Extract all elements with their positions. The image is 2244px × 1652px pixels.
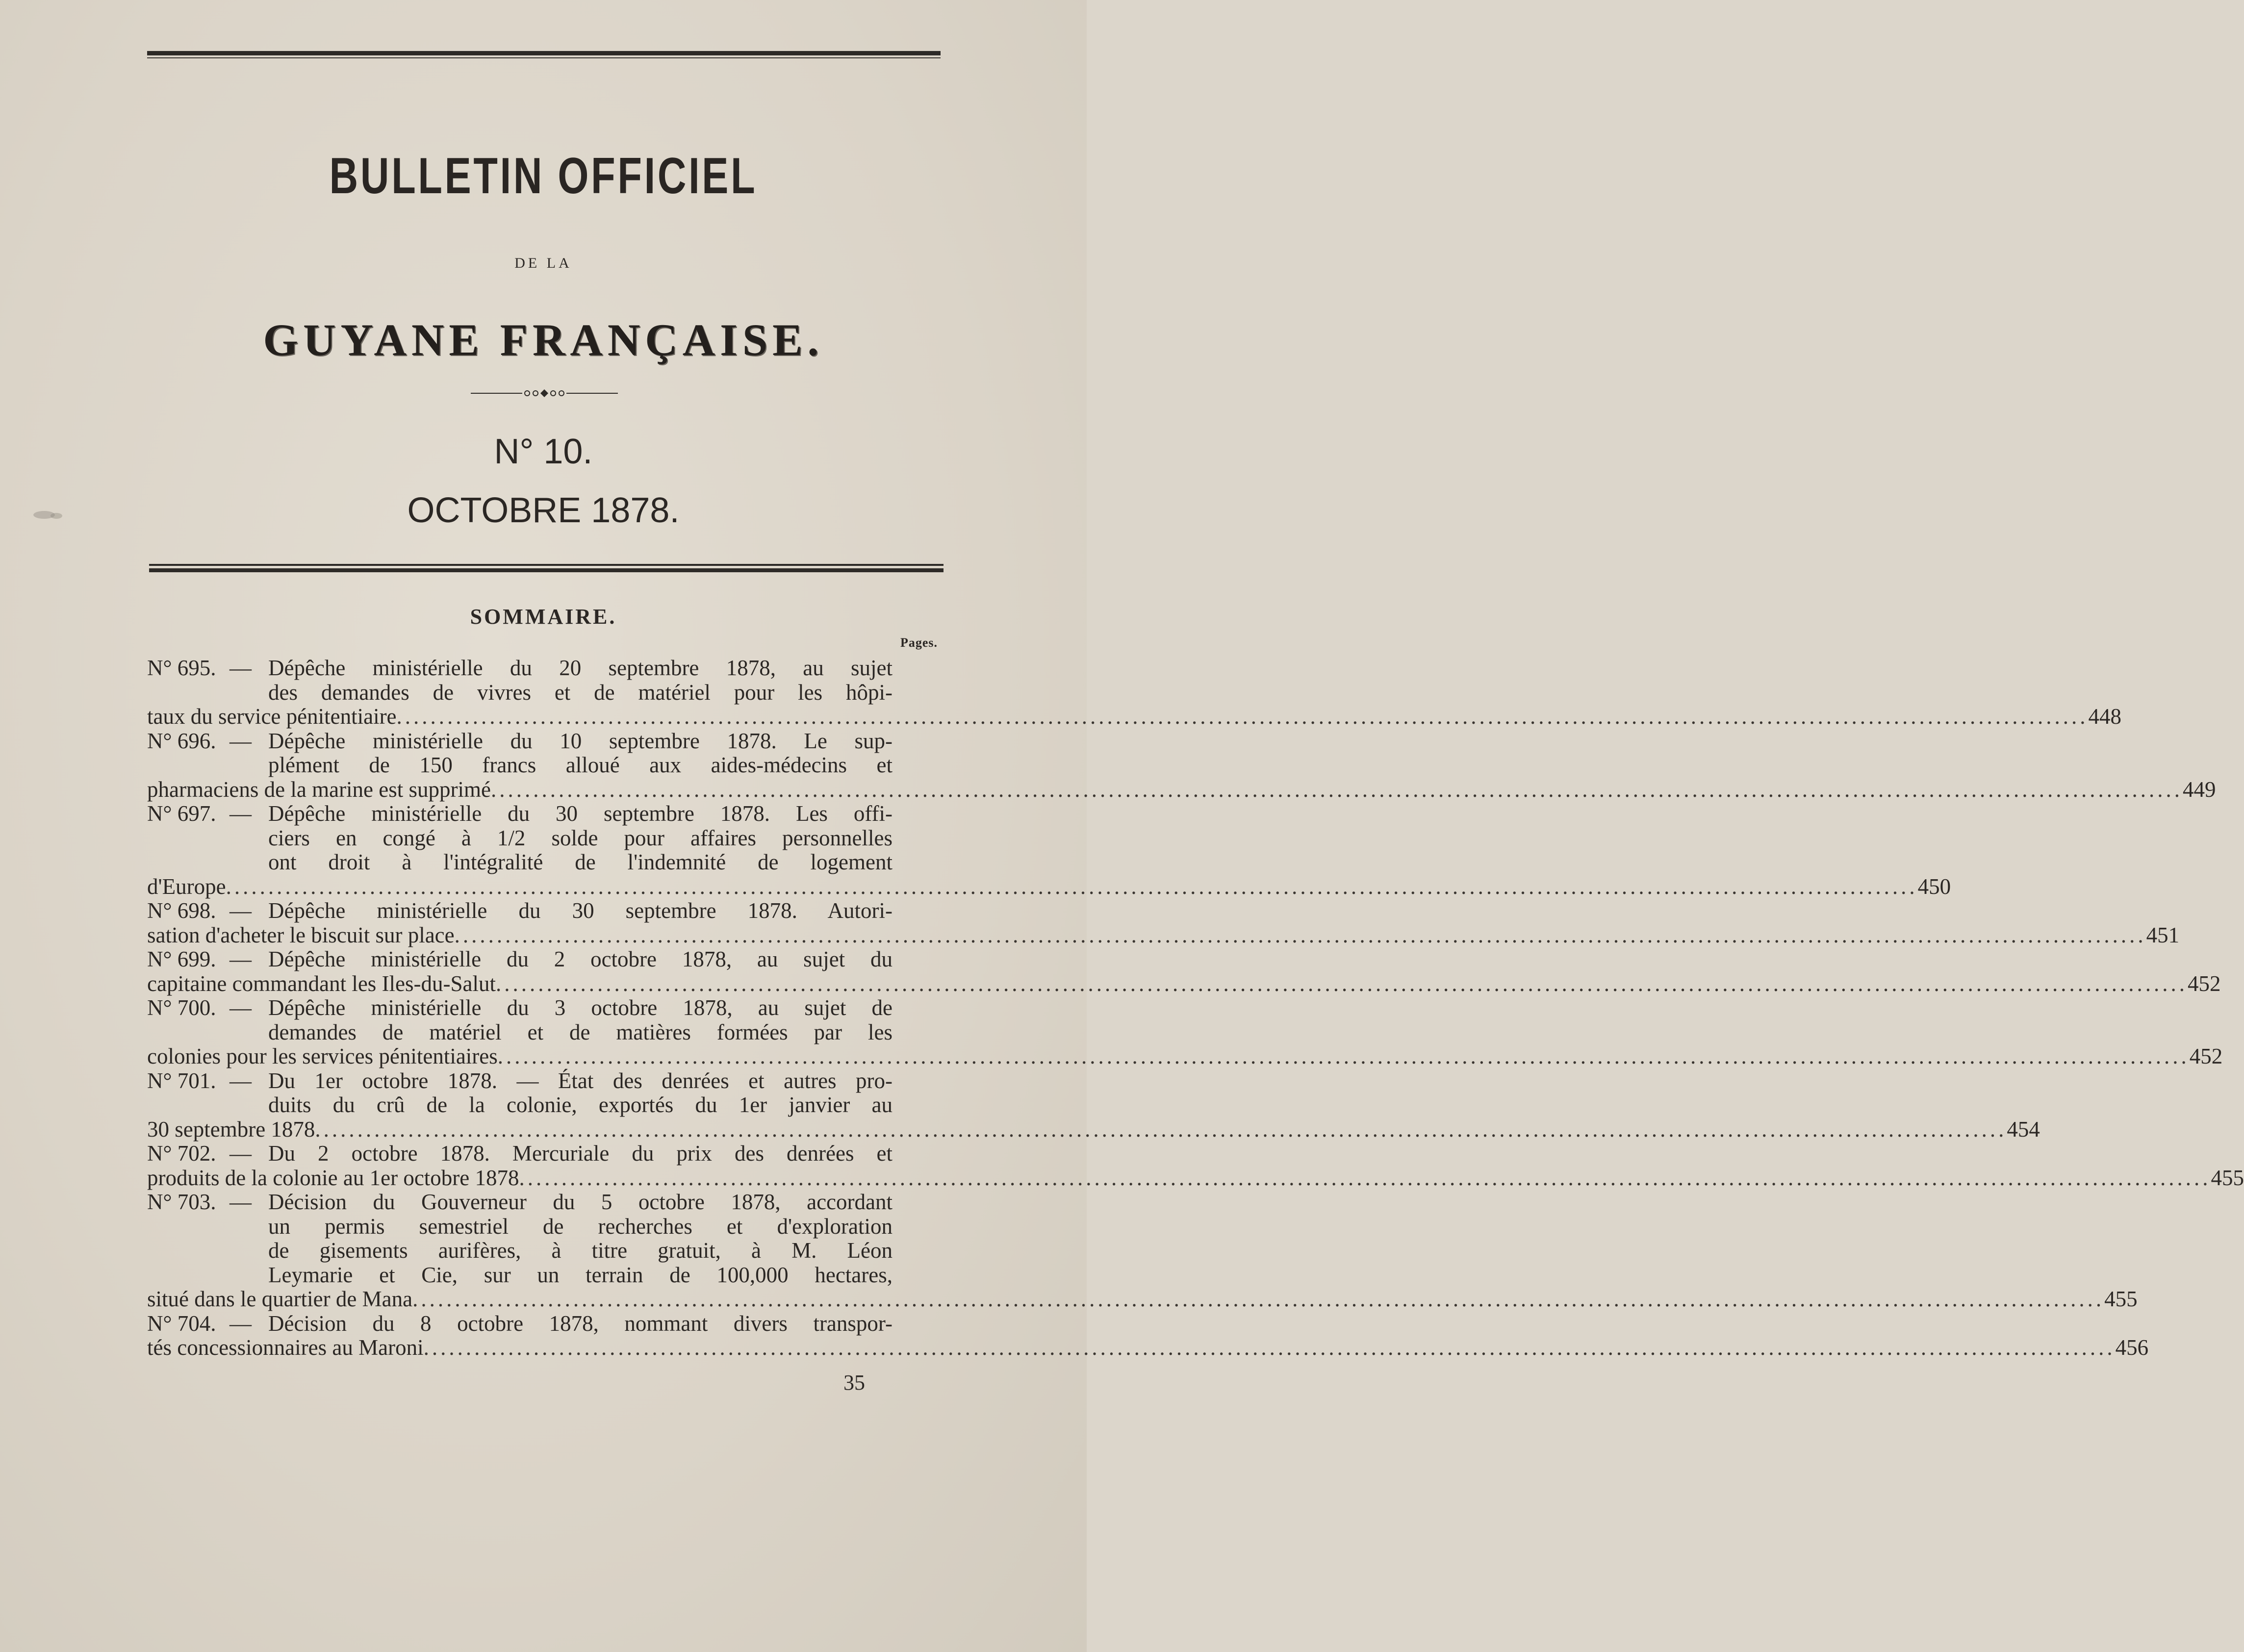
sommaire-entry: [147, 1311, 2149, 1360]
entry-number: N° 701.: [147, 1068, 216, 1093]
entry-text: colonies pour les services pénitentiaires: [147, 1044, 498, 1068]
bulletin-title: BULLETIN OFFICIEL: [329, 148, 758, 204]
entry-text: Du 1er octobre 1878. — État des denrées et autres pro-: [268, 1068, 892, 1093]
entry-number: N° 703.: [147, 1190, 216, 1214]
entry-page: 452: [2189, 1044, 2223, 1068]
entry-text: Du 2 octobre 1878. Mercuriale du prix des denrées et: [268, 1141, 892, 1166]
colony-title: GUYANE FRANÇAISE.: [263, 315, 824, 365]
entry-text: situé dans le quartier de Mana: [147, 1287, 413, 1311]
entry-text: pharmaciens de la marine est supprimé: [147, 777, 491, 802]
entry-number: N° 696.: [147, 728, 216, 753]
middle-rule-thin: [149, 564, 944, 566]
entry-page: 455: [2104, 1287, 2138, 1311]
leader-dots: ........................................................................................................................................................................................................: [491, 777, 2183, 802]
middle-rule-thick: [149, 568, 944, 572]
entry-line: [147, 1117, 2040, 1142]
entry-dash: —: [230, 947, 252, 971]
middle-rule: [149, 564, 944, 574]
entry-line: [147, 704, 2122, 729]
entry-text: Dépêche ministérielle du 20 septembre 1878, au sujet: [268, 656, 892, 680]
entry-line: [147, 1142, 951, 1166]
sommaire-heading: SOMMAIRE.: [470, 605, 617, 629]
entry-dash: —: [230, 1190, 252, 1214]
entry-line: [147, 777, 2216, 802]
entry-line: [147, 899, 951, 923]
leader-dots: ........................................................................................................................................................................................................: [496, 971, 2188, 996]
leader-dots: ........................................................................................................................................................................................................: [454, 922, 2146, 947]
paper-mark-icon: [29, 505, 69, 525]
leader-dots: ........................................................................................................................................................................................................: [315, 1117, 2007, 1142]
top-rule-thin: [147, 57, 941, 58]
entry-line: [147, 681, 951, 705]
entry-text: ont droit à l'intégralité de l'indemnité de logement: [268, 850, 892, 874]
entry-number: N° 700.: [147, 995, 216, 1020]
entry-text: plément de 150 francs alloué aux aides-médecins et: [268, 753, 892, 777]
entry-line: [147, 1263, 951, 1288]
entry-number: N° 704.: [147, 1311, 216, 1336]
entry-line: [147, 922, 2180, 948]
entry-line: [147, 753, 951, 778]
entry-line: [147, 1093, 951, 1118]
sommaire-entry: [147, 947, 2221, 996]
entry-line: [147, 1215, 951, 1239]
entry-line: [147, 1044, 2223, 1069]
entry-page: 451: [2146, 922, 2180, 947]
leader-dots: ........................................................................................................................................................................................................: [396, 704, 2089, 729]
entry-page: 455: [2211, 1165, 2244, 1190]
leader-dots: ........................................................................................................................................................................................................: [226, 874, 1918, 899]
entry-text: demandes de matériel et de matières formées par les: [268, 1019, 892, 1044]
entry-page: 450: [1917, 874, 1951, 899]
entry-page: 449: [2183, 777, 2216, 802]
pages-column-label: Pages.: [900, 635, 938, 650]
entry-dash: —: [230, 1141, 252, 1166]
entry-number: N° 699.: [147, 947, 216, 971]
sommaire-entry: [147, 1068, 2040, 1142]
entry-number: N° 698.: [147, 898, 216, 923]
sommaire-entry: [147, 728, 2216, 802]
entry-page: 448: [2088, 704, 2122, 729]
entry-text: sation d'acheter le biscuit sur place: [147, 922, 455, 947]
entry-text: Dépêche ministérielle du 10 septembre 1878. Le sup-: [268, 728, 892, 753]
entry-text: ciers en congé à 1/2 solde pour affaires personnelles: [268, 825, 892, 850]
entry-dash: —: [230, 801, 252, 826]
issue-date: OCTOBRE 1878.: [407, 491, 680, 530]
ornament-divider-icon: [471, 387, 618, 399]
leader-dots: ........................................................................................................................................................................................................: [519, 1165, 2211, 1190]
entry-text: Dépêche ministérielle du 3 octobre 1878, au sujet de: [268, 995, 892, 1020]
entry-text: un permis semestriel de recherches et d'exploration: [268, 1214, 892, 1239]
entry-line: [147, 802, 951, 826]
entry-text: Décision du Gouverneur du 5 octobre 1878, accordant: [268, 1190, 892, 1214]
entry-text: d'Europe: [147, 874, 226, 899]
entry-text: tés concessionnaires au Maroni: [147, 1335, 424, 1360]
entry-line: [147, 971, 2221, 996]
leader-dots: ........................................................................................................................................................................................................: [497, 1044, 2190, 1068]
entry-dash: —: [230, 728, 252, 753]
entry-number: N° 702.: [147, 1141, 216, 1166]
sommaire-entry: [147, 898, 2180, 947]
entry-line: [147, 947, 951, 972]
entry-text: Décision du 8 octobre 1878, nommant divers transpor-: [268, 1311, 892, 1336]
top-rule-thick: [147, 51, 941, 55]
de-la-label: DE LA: [514, 255, 572, 271]
entry-dash: —: [230, 656, 252, 680]
sommaire-entry: [147, 995, 2223, 1069]
issue-number: N° 10.: [494, 432, 593, 471]
entry-line: [147, 1239, 951, 1263]
entry-page: 456: [2115, 1335, 2149, 1360]
entry-line: [147, 850, 951, 875]
entry-line: [147, 656, 951, 681]
entry-text: capitaine commandant les Iles-du-Salut: [147, 971, 496, 996]
entry-text: Leymarie et Cie, sur un terrain de 100,000 hectares,: [268, 1262, 892, 1287]
entry-page: 454: [2007, 1117, 2040, 1142]
entry-line: [147, 1312, 951, 1336]
entry-line: [147, 1287, 2138, 1312]
entry-line: [147, 874, 1951, 899]
entry-line: [147, 826, 951, 851]
leader-dots: ........................................................................................................................................................................................................: [412, 1287, 2105, 1311]
entry-dash: —: [230, 995, 252, 1020]
entry-line: [147, 1190, 951, 1215]
entry-line: [147, 1335, 2149, 1360]
entry-text: 30 septembre 1878: [147, 1117, 315, 1142]
entry-text: Dépêche ministérielle du 30 septembre 1878. Les offi-: [268, 801, 892, 826]
entry-text: des demandes de vivres et de matériel pour les hôpi-: [268, 680, 892, 705]
leader-dots: ........................................................................................................................................................................................................: [423, 1335, 2116, 1360]
entry-text: Dépêche ministérielle du 2 octobre 1878, au sujet du: [268, 947, 892, 971]
entry-number: N° 695.: [147, 656, 216, 680]
sommaire-entry: [147, 1190, 2138, 1312]
entry-text: de gisements aurifères, à titre gratuit, à M. Léon: [268, 1238, 892, 1263]
sommaire-entry: [147, 801, 1951, 899]
sommaire-entry: [147, 656, 2122, 729]
sommaire-entry: [147, 1141, 2244, 1190]
entry-text: taux du service pénitentiaire: [147, 704, 397, 729]
page-folio: 35: [843, 1371, 865, 1395]
entry-line: [147, 996, 951, 1020]
entry-page: 452: [2188, 971, 2221, 996]
entry-line: [147, 1165, 2244, 1191]
entry-dash: —: [230, 1068, 252, 1093]
entry-number: N° 697.: [147, 801, 216, 826]
entry-dash: —: [230, 898, 252, 923]
top-rule: [147, 51, 941, 59]
entry-text: Dépêche ministérielle du 30 septembre 1878. Autori-: [268, 898, 892, 923]
entry-line: [147, 729, 951, 754]
entry-line: [147, 1069, 951, 1093]
entry-text: produits de la colonie au 1er octobre 1878: [147, 1165, 519, 1190]
entry-text: duits du crû de la colonie, exportés du 1er janvier au: [268, 1093, 892, 1117]
entry-line: [147, 1020, 951, 1045]
entry-dash: —: [230, 1311, 252, 1336]
sommaire-list: [147, 656, 2244, 1360]
